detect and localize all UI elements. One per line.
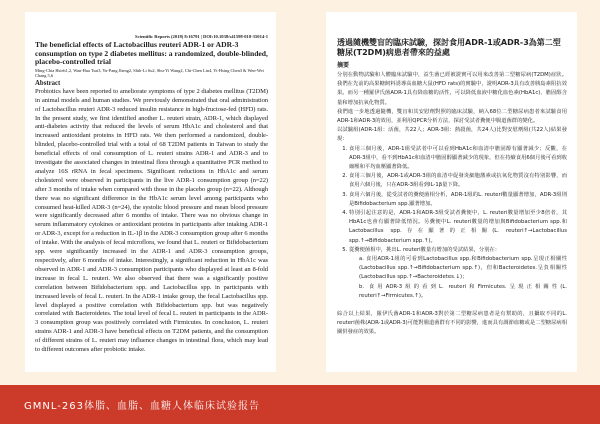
sub-finding: b. 食用ADR-3組的看到L. reuteri和Firmicutes.呈現正相關性(L. reuteri↑→Firmicutes.↑)。	[359, 283, 567, 299]
banner-title: GMNL-263体脂、血脂、血糖人体临床试验报告	[24, 401, 260, 412]
english-paper-page	[25, 12, 276, 372]
chinese-summary-page	[326, 12, 577, 372]
journal-reference: Scientific Reports (2018) 8:16791 | DOI:10.1038/s41598-018-35014-1	[135, 34, 268, 39]
finding	[349, 246, 567, 301]
abstract-heading: Abstract	[35, 79, 61, 87]
abstract-text: Probiotics have been reported to ameliorate symptoms of type 2 diabetes mellitus (T2DM) in animal models and human studies. We previously demonstrated that oral administration of Lactobacillus reuteri ADR-3 reduced insulin resistance in high-fructose-fed (HFD) rats. In the present study, we first identified another L. reuteri strain, ADR-1, which displayed anti-diabetes activity that reduced the levels of serum HbA1c and cholesterol and that increased antioxidant proteins in HFD rats. We then performed a randomized, double-blinded, placebo-controlled trial with a total of 68 T2DM patients in Taiwan to study the beneficial effects of oral consumption of L. reuteri strains ADR-1 and ADR-3 and to investigate the associated changes in intestinal flora through a quantitative PCR method to analyze 16S rRNA in fecal specimens. Significant reductions in HbA1c and serum cholesterol were observed in participants in the live ADR-1 consumption group (n=22) after 3 months of intake when compared with those in the placebo group (n=22). Although there was no significant difference in the HbA1c serum level among participants who consumed heat-killed ADR-3 (n=24), the systolic blood pressure and mean blood pressure were significantly decreased after 6 months of intake. There was no obvious change in serum inflammatory cytokines or antioxidant proteins in participants after intaking ADR-1 or ADR-3, except for a reduction in IL-1β in the ADR-3 consumption group after 6 months of intake. With the analysis of fecal microflora, we found that L. reuteri or Bifidobacterium spp. were significantly increased in the ADR-1 and ADR-3 consumption groups, respectively, after 6 months of intake. Interestingly, a significant reduction in HbA1c was observed in ADR-1 and ADR-3 consumption participants who displayed at least an 8-fold increase in fecal L. reuteri. We also observed that there was a significantly positive correlation between Bifidobacterium spp. and Lactobacillus spp. in participants with increased levels of fecal L. reuteri. In the ADR-1 intake group, the fecal Lactobacillus spp. level displayed a positive correlation with Bifidobacterium spp. but was negatively correlated with Bacteroidetes. The total level of fecal L. reuteri in participants in the ADR-3 consumption group was positively correlated with Firmicutes. In conclusion, L. reuteri strains ADR-1 and ADR-3 have beneficial effects on T2DM patients, and the consumption of different strains of L. reuteri may influence changes in intestinal flora, which may lead to different outcomes after probiotic intake.	[35, 87, 268, 354]
finding: 4. 特別引起注意的是，ADR-1和ADR-3組受試者糞便中，L. reuteri數量增加至少8倍者，其HbA1c也會有顯著降低情況。另糞便中L. reuteri數量的增加與Bifidobacterium spp.和Lactobacillus spp.存在顯著的正相關(L. reuteri↑→Lactobacillus spp.↑→Bifidobacterium spp.↑)。	[349, 209, 567, 246]
paragraph: 以試驗組(ADR-1組：活菌，共22人；ADR-3組：熱殺菌，共24人)比對安慰劑組(共22人)結果發現：	[337, 127, 567, 143]
finding: 3. 食用六個月後，從受試者的糞便菌相分析，ADR-1組的L. reuteri數量顯著增加，ADR-3組則是Bifidobacterium spp.顯著增加。	[349, 191, 567, 209]
footer-banner	[0, 385, 600, 424]
conclusion: 綜合以上結果，羅伊氏菌ADR-1和ADR-3對於第二型糖尿病患者是有幫助的，且攝取不同的L. reuteri菌株(ADR-1或ADR-3)可能對腸道菌群有不同的影響，進而具有調節血糖或是二型糖尿病相關併發症的效果。	[337, 311, 567, 336]
authors: Ming-Chia Hsieh1,2, Wan-Hua Tsai3, Yu-Pang Jheng2, Shih-Li Su2, Shu-Yi Wang2, Chi-Chen Lin4, Yi-Hsing Chen3 & Wen-Wei Chang 5,6	[35, 67, 264, 79]
sub-finding: a. 食用ADR-1組的可看到Lactobacillus spp.和Bifidobacterium spp.呈現正相關性(Lactobacillus spp.↑→Bifidobacterium spp.↑)，但和Bacteroidetes.呈負相關性(Lactobacillus spp.↑→Bacteroidetes.↓)；	[359, 256, 567, 281]
paper-title: The beneficial effects of Lactobacillus reuteri ADR-1 or ADR-3 consumption on type 2 diabetes mellitus: a randomized, double-blinded, placebo-controlled trial	[35, 40, 268, 67]
paragraph: 我們進一步地透過隨機，雙盲和其安慰劑對照的臨床試驗，納入68位二型糖尿病患者來試驗食用ADR-1和ADR-3的效用，並利用QPCR分析方法，探討受試者糞便中腸道菌群的變化。	[337, 108, 567, 125]
summary-title: 透過隨機雙盲的臨床試驗，探討食用ADR-1或ADR-3為第二型糖尿(T2DM)病患者帶來的益處	[337, 38, 561, 57]
abstract-heading: 摘要	[337, 62, 350, 69]
finding: 2. 食用三個月後，ADR-1或ADR-3組的血清中促發炎細胞激素或抗氧化物質沒有特別影響，而食用六個月後，只在ADR-3組看到IL-1β量下降。	[349, 172, 567, 190]
finding-text: 從糞便菌相中，挑出L. reuteri數量有增加的受試結果，分別在：	[349, 246, 501, 253]
finding: 1. 食用三個月後，ADR-1組受試者中可以看到HbA1c和血清中膽固醇有顯著減少；反觀，在ADR-3組中，看不到HbA1c和血清中膽固醇顯著減少的現象，但在持續食用6個月後可看到收縮壓和平均血壓顯著降低。	[349, 145, 567, 173]
paragraph: 分別在動物試驗和人體臨床試驗中，益生菌已經被證實可以用來改善第二型糖尿病(T2DM)症狀。我們在先前的高果糖飼料誘導高血糖大鼠(HFD rats)的實驗中，證明ADR-3具有改善胰島素阻抗效果。而另一種羅伊氏菌ADR-1具有降血糖的活性，可以降低血液中糖化血色素(HbA1c)、膽固醇含量和增加抗氧化物質。	[337, 72, 567, 106]
findings-list	[337, 145, 567, 301]
